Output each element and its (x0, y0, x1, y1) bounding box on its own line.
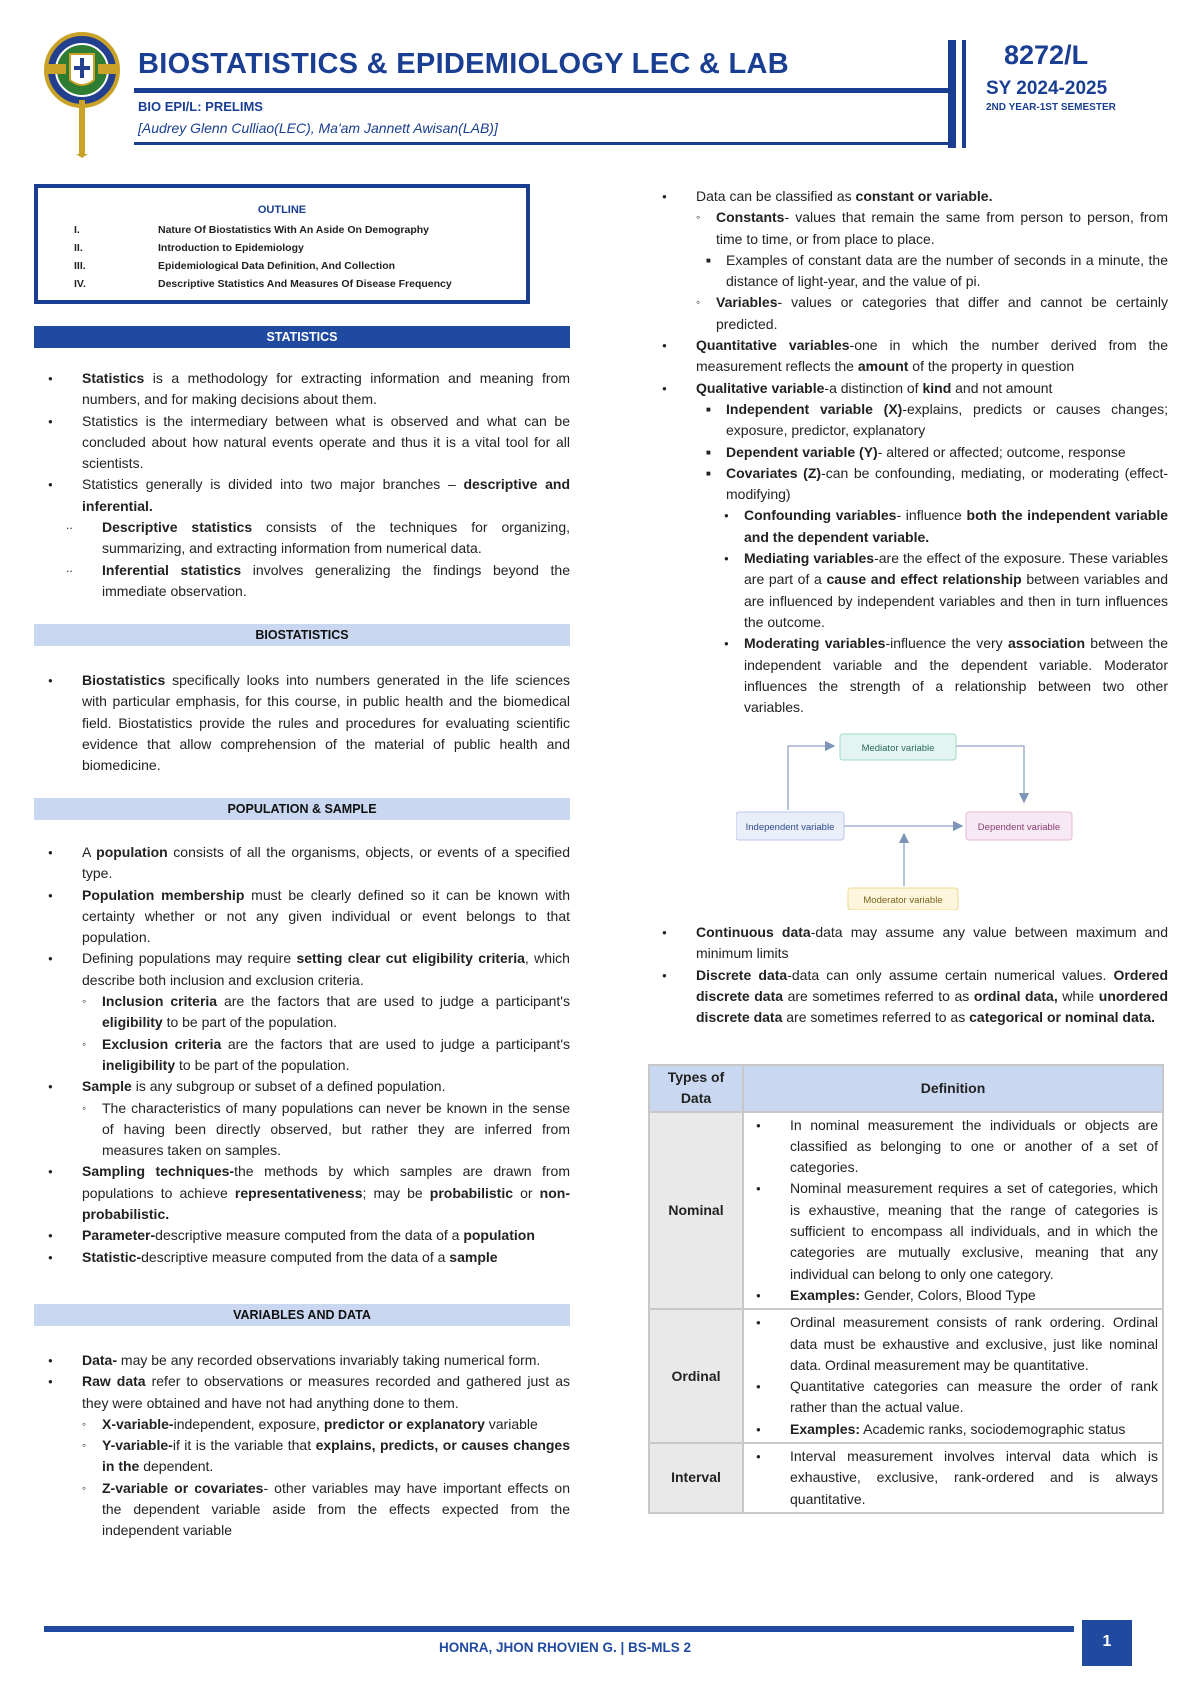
moderator-label: Moderator variable (863, 895, 943, 906)
outline-text: Epidemiological Data Definition, And Collection (158, 260, 396, 272)
outline-text: Descriptive Statistics And Measures Of Disease Frequency (158, 278, 452, 290)
school-year: SY 2024-2025 (986, 78, 1108, 99)
header-divider-thin (962, 40, 966, 148)
list-item: ● Statistics is a methodology for extracting information and meaning from numbers, and for making decisions about them. (34, 368, 570, 411)
list-item: ● Data can be classified as constant or variable. (648, 186, 1168, 207)
outline-box (34, 184, 530, 304)
table-cell-type: Interval (649, 1443, 743, 1513)
list-item: .. Descriptive statistics consists of the techniques for organizing, summarizing, and extracting information from numerical data. (34, 517, 570, 560)
table-header-row (649, 1065, 1163, 1112)
right-column-bottom (648, 922, 1168, 1028)
list-item: ● Defining populations may require setting clear cut eligibility criteria, which describe both inclusion and exclusion criteria. (34, 948, 570, 991)
list-item: ■ Dependent variable (Y)- altered or affected; outcome, response (648, 442, 1168, 463)
list-item: ● Sample is any subgroup or subset of a defined population. (34, 1076, 570, 1097)
table-cell-type: Ordinal (649, 1309, 743, 1443)
list-item: ● Quantitative variables-one in which the number derived from the measurement reflects the amount of the property in question (648, 335, 1168, 378)
biostatistics-content (34, 670, 570, 776)
list-item: ■ Covariates (Z)-can be confounding, mediating, or moderating (effect-modifying) (648, 463, 1168, 506)
list-item: ◦ Inclusion criteria are the factors that are used to judge a participant's eligibility to be part of the population. (34, 991, 570, 1034)
outline-item (74, 224, 429, 236)
variables-diagram (736, 728, 1088, 910)
right-column-top (648, 186, 1168, 718)
list-item: ● Parameter-descriptive measure computed from the data of a population (34, 1225, 570, 1246)
semester: 2ND YEAR-1ST SEMESTER (986, 102, 1116, 113)
list-item: ● Sampling techniques-the methods by which samples are drawn from populations to achieve representativeness; may be probabilistic or non-probabilistic. (34, 1161, 570, 1225)
list-item: ● Statistics is the intermediary between what is observed and what can be concluded about how natural events operate and thus it is a vital tool for all scientists. (34, 411, 570, 475)
list-item: ◦ Constants- values that remain the same from person to person, from time to time, or from place to place. (648, 207, 1168, 250)
arrow-independent-to-mediator (788, 746, 834, 810)
header-rule (134, 88, 954, 93)
table-header-type: Types of Data (649, 1065, 743, 1112)
school-logo (40, 28, 124, 158)
list-item: ● Examples: Academic ranks, sociodemographic status (748, 1419, 1158, 1440)
list-item: ■ Examples of constant data are the number of seconds in a minute, the distance of light-year, and the value of pi. (648, 250, 1168, 293)
list-item: ● Data- may be any recorded observations invariably taking numerical form. (34, 1350, 570, 1371)
footer-rule (44, 1626, 1074, 1632)
section-header-biostatistics: BIOSTATISTICS (34, 624, 570, 646)
arrow-mediator-to-dependent (956, 746, 1024, 802)
list-item: ◦ Variables- values or categories that differ and cannot be certainly predicted. (648, 292, 1168, 335)
list-item: ● Moderating variables-influence the very association between the independent variable and the dependent variable. Moderator influences the strength of a relationship between two other variables. (648, 633, 1168, 718)
population-content (34, 842, 570, 1268)
table-cell-definition (743, 1443, 1163, 1513)
list-item: ● Continuous data-data may assume any value between maximum and minimum limits (648, 922, 1168, 965)
document-title: BIOSTATISTICS & EPIDEMIOLOGY LEC & LAB (138, 48, 790, 80)
outline-text: Nature Of Biostatistics With An Aside On Demography (158, 224, 429, 236)
section-header-statistics: STATISTICS (34, 326, 570, 348)
header-divider (948, 40, 956, 148)
list-item: .. Inferential statistics involves generalizing the findings beyond the immediate observation. (34, 560, 570, 603)
types-of-data-table (648, 1064, 1164, 1514)
variables-content (34, 1350, 570, 1542)
list-item: ● Nominal measurement requires a set of categories, which is exhaustive, meaning that the range of categories is sufficient to encompass all individuals, and in which the categories are mutually exclusive, meaning that any individual can belong to only one category. (748, 1178, 1158, 1284)
list-item: ● A population consists of all the organisms, objects, or events of a specified type. (34, 842, 570, 885)
outline-item (74, 260, 395, 272)
list-item: ● Ordinal measurement consists of rank ordering. Ordinal data must be exhaustive and exclusive, just like nominal data. Ordinal measurement may be quantitative. (748, 1312, 1158, 1376)
document-subtitle: BIO EPI/L: PRELIMS (138, 99, 263, 114)
list-item: ● Confounding variables- influence both the independent variable and the dependent variable. (648, 505, 1168, 548)
list-item: ● Biostatistics specifically looks into numbers generated in the life sciences with particular emphasis, for this course, in public health and the biomedical field. Biostatistics provide the rules and procedures for evaluating scientific evidence that allow comprehension of the material of public health and biomedicine. (34, 670, 570, 776)
list-item: ● Statistics generally is divided into two major branches – descriptive and inferential. (34, 474, 570, 517)
outline-num: II. (74, 242, 83, 254)
list-item: ● Population membership must be clearly defined so it can be known with certainty whether or not any given individual or event belongs to that population. (34, 885, 570, 949)
table-row (649, 1309, 1163, 1443)
header-bottom-rule (134, 142, 954, 145)
table-cell-type: Nominal (649, 1112, 743, 1310)
table-cell-definition (743, 1309, 1163, 1443)
table-header-definition: Definition (743, 1065, 1163, 1112)
outline-item (74, 278, 452, 290)
list-item: ● Examples: Gender, Colors, Blood Type (748, 1285, 1158, 1306)
footer-author: HONRA, JHON RHOVIEN G. | BS-MLS 2 (438, 1640, 692, 1655)
page-number: 1 (1082, 1620, 1132, 1666)
instructors: [Audrey Glenn Culliao(LEC), Ma'am Jannett Awisan(LAB)] (138, 120, 498, 136)
list-item: ◦ Exclusion criteria are the factors that are used to judge a participant's ineligibility to be part of the population. (34, 1034, 570, 1077)
outline-title: OUTLINE (257, 204, 307, 216)
table-row (649, 1443, 1163, 1513)
independent-label: Independent variable (745, 822, 835, 833)
list-item: ● Quantitative categories can measure the order of rank rather than the actual value. (748, 1376, 1158, 1419)
section-header-variables: VARIABLES AND DATA (34, 1304, 570, 1326)
outline-text: Introduction to Epidemiology (158, 242, 304, 254)
list-item: ◦ X-variable-independent, exposure, predictor or explanatory variable (34, 1414, 570, 1435)
list-item: ● Raw data refer to observations or measures recorded and gathered just as they were obtained and have not had anything done to them. (34, 1371, 570, 1414)
list-item: ● In nominal measurement the individuals or objects are classified as belonging to one or another of a set of categories. (748, 1115, 1158, 1179)
list-item: ◦ The characteristics of many populations can never be known in the sense of having been directly observed, but rather they are inferred from measures taken on samples. (34, 1098, 570, 1162)
outline-num: III. (74, 260, 86, 272)
table-cell-definition (743, 1112, 1163, 1310)
statistics-content (34, 368, 570, 602)
list-item: ◦ Y-variable-if it is the variable that explains, predicts, or causes changes in the dependent. (34, 1435, 570, 1478)
outline-item (74, 242, 304, 254)
mediator-label: Mediator variable (861, 743, 935, 754)
list-item: ● Statistic-descriptive measure computed from the data of a sample (34, 1247, 570, 1268)
list-item: ● Discrete data-data can only assume certain numerical values. Ordered discrete data are sometimes referred to as ordinal data, while unordered discrete data are sometimes referred to as categorical or nominal data. (648, 965, 1168, 1029)
list-item: ● Mediating variables-are the effect of the exposure. These variables are part of a cause and effect relationship between variables and are influenced by independent variables and then in turn influences the outcome. (648, 548, 1168, 633)
table-row (649, 1112, 1163, 1310)
list-item: ● Interval measurement involves interval data which is exhaustive, exclusive, rank-ordered and is always quantitative. (748, 1446, 1158, 1510)
list-item: ● Qualitative variable-a distinction of kind and not amount (648, 378, 1168, 399)
course-code: 8272/L (1004, 40, 1089, 70)
dependent-label: Dependent variable (977, 822, 1061, 833)
section-header-population: POPULATION & SAMPLE (34, 798, 570, 820)
list-item: ◦ Z-variable or covariates- other variables may have important effects on the dependent variable aside from the effects expected from the independent variable (34, 1478, 570, 1542)
outline-num: IV. (74, 278, 86, 290)
list-item: ■ Independent variable (X)-explains, predicts or causes changes; exposure, predictor, explanatory (648, 399, 1168, 442)
outline-num: I. (74, 224, 80, 236)
